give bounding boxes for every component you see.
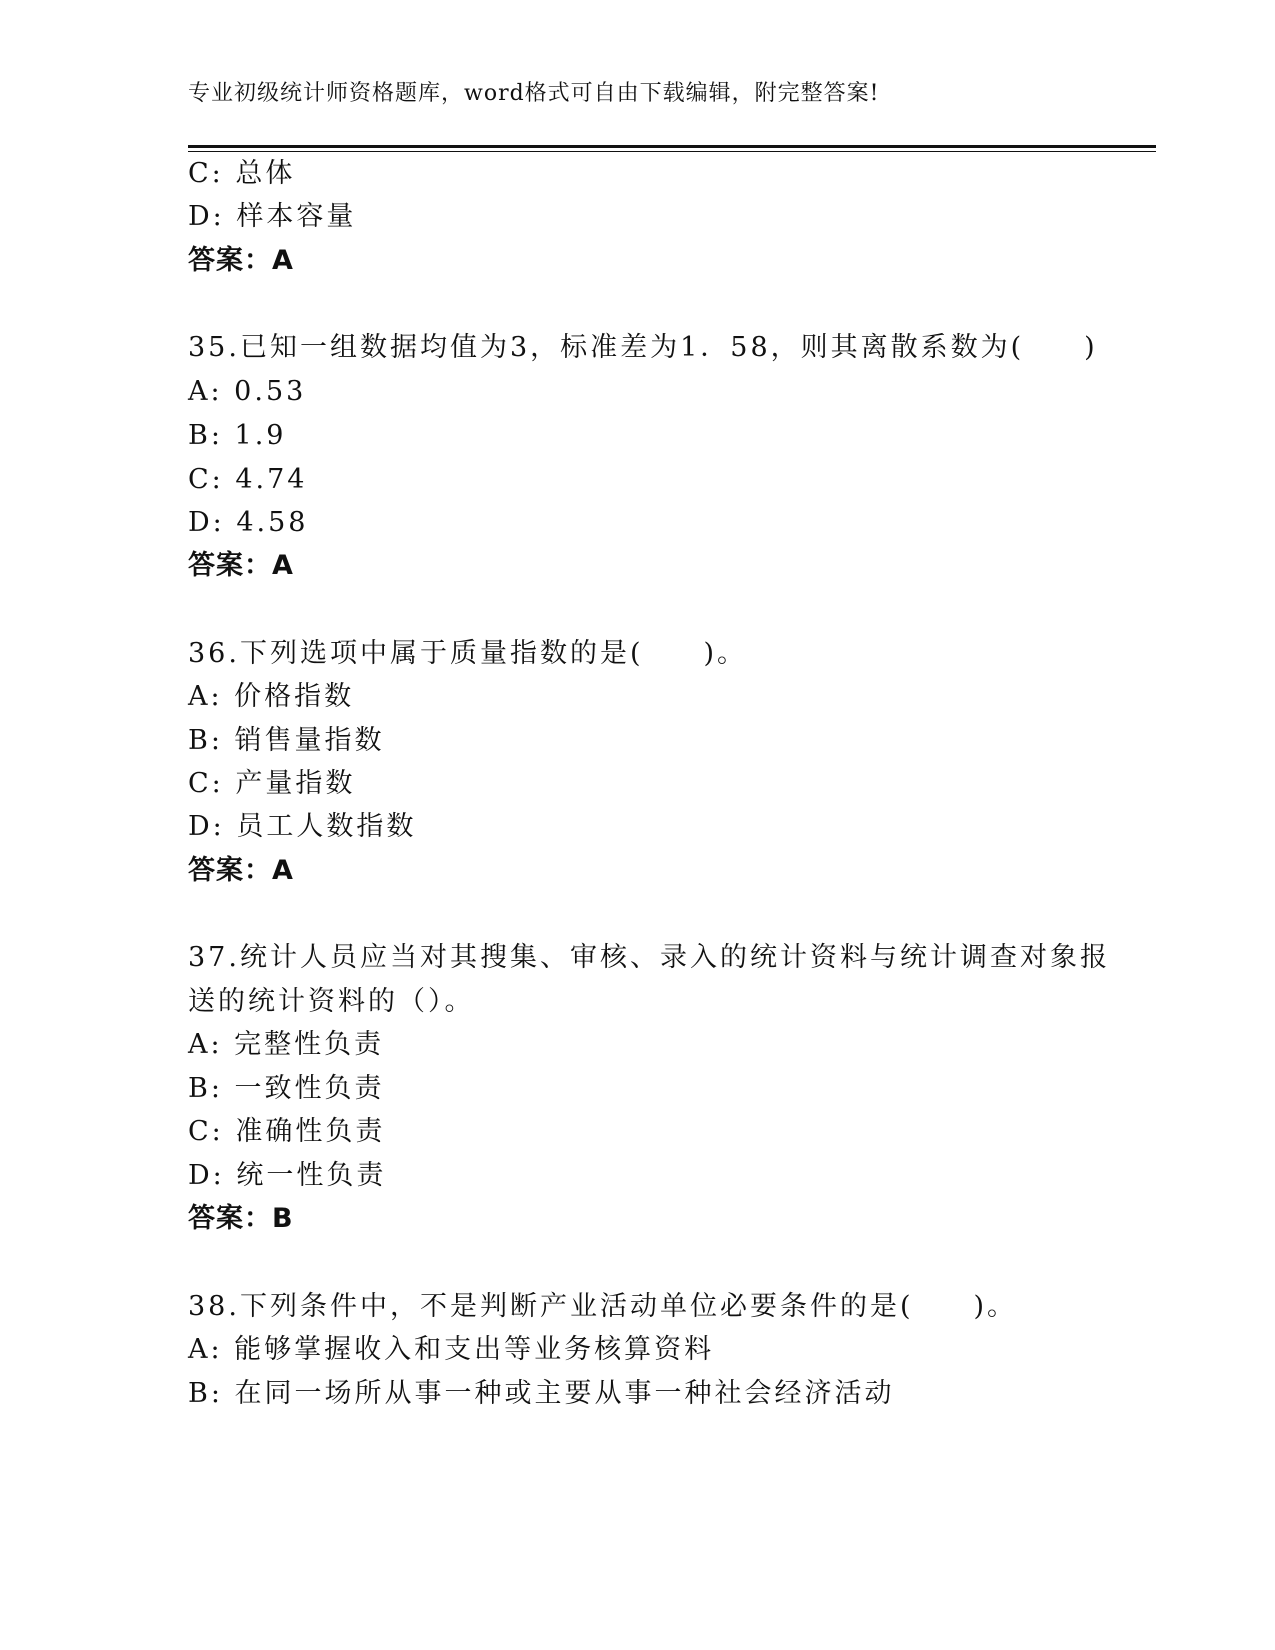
q36-option-d: D: 员工人数指数: [188, 811, 417, 842]
q37-option-c: C: 准确性负责: [188, 1116, 386, 1147]
q35-stem: 35.已知一组数据均值为3，标准差为1．58，则其离散系数为( ): [188, 332, 1098, 363]
q34-answer: 答案：A: [188, 245, 294, 276]
q37-option-b: B: 一致性负责: [188, 1073, 385, 1104]
header-rule-thick: [188, 145, 1156, 148]
q37-stem-line-2: 送的统计资料的（）。: [188, 986, 475, 1017]
q36-answer: 答案：A: [188, 855, 294, 886]
q34-option-d: D: 样本容量: [188, 201, 357, 232]
q35-option-c: C: 4.74: [188, 464, 308, 495]
q38-option-a: A: 能够掌握收入和支出等业务核算资料: [188, 1334, 715, 1365]
q37-option-a: A: 完整性负责: [188, 1029, 385, 1060]
q38-stem: 38.下列条件中，不是判断产业活动单位必要条件的是( )。: [188, 1291, 1018, 1322]
q37-stem-line-1: 37.统计人员应当对其搜集、审核、录入的统计资料与统计调查对象报: [188, 942, 1110, 973]
q34-option-c: C: 总体: [188, 158, 296, 189]
q36-stem: 36.下列选项中属于质量指数的是( )。: [188, 638, 748, 669]
q37-answer: 答案：B: [188, 1203, 294, 1234]
q35-option-a: A: 0.53: [188, 376, 307, 407]
q35-answer: 答案：A: [188, 550, 294, 581]
q37-option-d: D: 统一性负责: [188, 1160, 387, 1191]
q35-option-b: B: 1.9: [188, 420, 287, 451]
q36-option-b: B: 销售量指数: [188, 725, 385, 756]
q36-option-a: A: 价格指数: [188, 681, 355, 712]
header-note: 专业初级统计师资格题库，word格式可自由下载编辑，附完整答案!: [188, 81, 880, 106]
q36-option-c: C: 产量指数: [188, 768, 356, 799]
header-rule-thin: [188, 151, 1156, 152]
q35-option-d: D: 4.58: [188, 507, 309, 538]
q38-option-b: B: 在同一场所从事一种或主要从事一种社会经济活动: [188, 1378, 895, 1409]
